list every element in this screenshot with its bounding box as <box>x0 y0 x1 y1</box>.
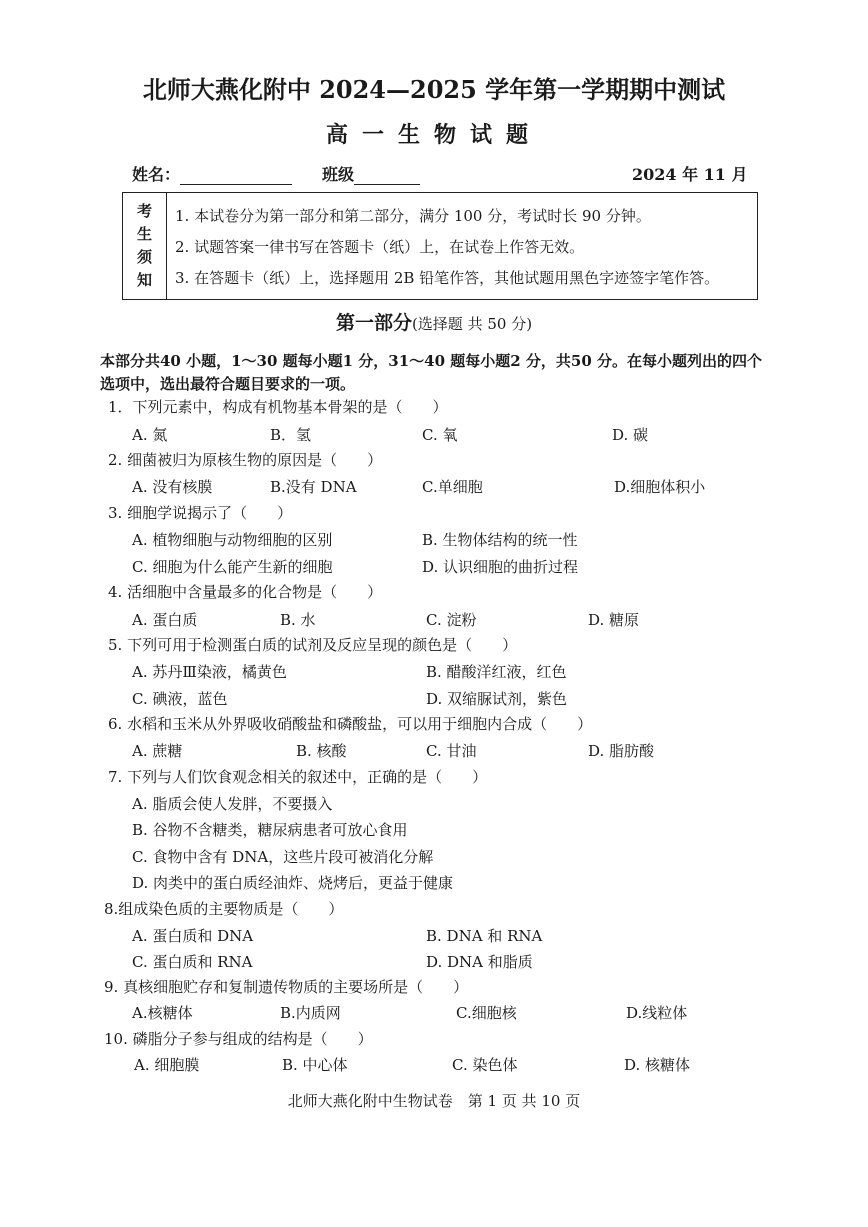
q7-option-b: B. 谷物不含糖类，糖尿病患者可放心食用 <box>132 821 408 839</box>
q2-option-b: B.没有 DNA <box>270 478 357 496</box>
notice-heading <box>123 193 167 299</box>
q4-option-a: A. 蛋白质 <box>132 611 198 629</box>
q7-option-a: A. 脂质会使人发胖，不要摄入 <box>132 795 333 813</box>
q10-option-d: D. 核糖体 <box>624 1056 691 1074</box>
q5-option-a: A. 苏丹Ⅲ染液，橘黄色 <box>132 663 287 681</box>
q5-option-b: B. 醋酸洋红液，红色 <box>426 663 567 681</box>
q2-option-c: C.单细胞 <box>422 478 483 496</box>
q9-option-a: A.核糖体 <box>132 1004 193 1022</box>
q6-option-c: C. 甘油 <box>426 742 477 760</box>
name-field <box>132 162 292 185</box>
notice-line-1: 1. 本试卷分为第一部分和第二部分，满分 100 分，考试时长 90 分钟。 <box>175 207 651 225</box>
q9-option-c: C.细胞核 <box>456 1004 517 1022</box>
q5-option-d: D. 双缩脲试剂，紫色 <box>426 690 568 708</box>
question-1: 1．下列元素中，构成有机物基本骨架的是（ ） <box>108 398 448 416</box>
q8-option-b: B. DNA 和 RNA <box>426 927 543 945</box>
exam-title: 北师大燕化附中 2024—2025 学年第一学期期中测试 <box>142 75 726 104</box>
part-one-note: (选择题 共 50 分) <box>411 315 533 333</box>
question-4: 4. 活细胞中含量最多的化合物是（ ） <box>108 583 383 601</box>
question-7: 7. 下列与人们饮食观念相关的叙述中，正确的是（ ） <box>108 768 488 786</box>
q4-option-b: B. 水 <box>280 611 316 629</box>
q4-option-c: C. 淀粉 <box>426 611 477 629</box>
q2-option-a: A. 没有核膜 <box>132 478 213 496</box>
q3-option-a: A. 植物细胞与动物细胞的区别 <box>132 531 333 549</box>
q3-option-c: C. 细胞为什么能产生新的细胞 <box>132 558 333 576</box>
exam-notice-box <box>122 192 758 300</box>
name-label: 姓名： <box>132 165 181 184</box>
question-9: 9. 真核细胞贮存和复制遗传物质的主要场所是（ ） <box>104 978 469 996</box>
q6-option-b: B. 核酸 <box>296 742 347 760</box>
q6-option-a: A. 蔗糖 <box>132 742 183 760</box>
q9-option-d: D.线粒体 <box>626 1004 688 1022</box>
q6-option-d: D. 脂肪酸 <box>588 742 655 760</box>
q3-option-d: D. 认识细胞的曲折过程 <box>422 558 579 576</box>
notice-head-char: 考 <box>136 202 152 220</box>
q8-option-c: C. 蛋白质和 RNA <box>132 953 253 971</box>
notice-head-char: 生 <box>136 225 152 243</box>
question-10: 10. 磷脂分子参与组成的结构是（ ） <box>104 1030 373 1048</box>
question-5: 5. 下列可用于检测蛋白质的试剂及反应呈现的颜色是（ ） <box>108 636 518 654</box>
q7-option-d: D. 肉类中的蛋白质经油炸、烧烤后，更益于健康 <box>132 874 454 892</box>
class-field <box>322 162 420 185</box>
page-footer: 北师大燕化附中生物试卷 第 1 页 共 10 页 <box>287 1092 581 1110</box>
part-one-label: 第一部分 <box>335 312 412 334</box>
exam-date: 2024 年 11 月 <box>632 165 748 184</box>
q10-option-c: C. 染色体 <box>452 1056 518 1074</box>
question-8: 8.组成染色质的主要物质是（ ） <box>104 900 344 918</box>
part-one-title <box>0 308 868 335</box>
question-6: 6. 水稻和玉米从外界吸收硝酸盐和磷酸盐，可以用于细胞内合成（ ） <box>108 715 593 733</box>
notice-line-3: 3. 在答题卡（纸）上，选择题用 2B 铅笔作答，其他试题用黑色字迹签字笔作答。 <box>175 269 720 287</box>
question-2: 2. 细菌被归为原核生物的原因是（ ） <box>108 451 383 469</box>
q1-option-a: A. 氮 <box>132 426 168 444</box>
q5-option-c: C. 碘液，蓝色 <box>132 690 228 708</box>
q10-option-a: A. 细胞膜 <box>134 1056 200 1074</box>
q1-option-c: C. 氧 <box>422 426 458 444</box>
name-blank <box>180 166 292 185</box>
q1-option-d: D. 碳 <box>612 426 649 444</box>
class-blank <box>354 166 420 185</box>
notice-head-char: 知 <box>136 271 152 289</box>
q10-option-b: B. 中心体 <box>282 1056 348 1074</box>
q9-option-b: B.内质网 <box>280 1004 341 1022</box>
exam-subtitle: 高一生物试题 <box>325 122 542 148</box>
notice-line-2: 2. 试题答案一律书写在答题卡（纸）上，在试卷上作答无效。 <box>175 238 585 256</box>
q8-option-d: D. DNA 和脂质 <box>426 953 533 971</box>
part-one-instructions: 本部分共40 小题，1～30 题每小题1 分，31～40 题每小题2 分，共50 分。在每小题列出的四个选项中，选出最符合题目要求的一项。 <box>100 352 763 393</box>
q2-option-d: D.细胞体积小 <box>614 478 706 496</box>
notice-head-char: 须 <box>136 248 152 266</box>
q7-option-c: C. 食物中含有 DNA，这些片段可被消化分解 <box>132 848 434 866</box>
q3-option-b: B. 生物体结构的统一性 <box>422 531 578 549</box>
q8-option-a: A. 蛋白质和 DNA <box>132 927 254 945</box>
class-label: 班级 <box>322 165 355 184</box>
q4-option-d: D. 糖原 <box>588 611 640 629</box>
question-3: 3. 细胞学说揭示了（ ） <box>108 504 293 522</box>
q1-option-b: B．氢 <box>270 426 312 444</box>
